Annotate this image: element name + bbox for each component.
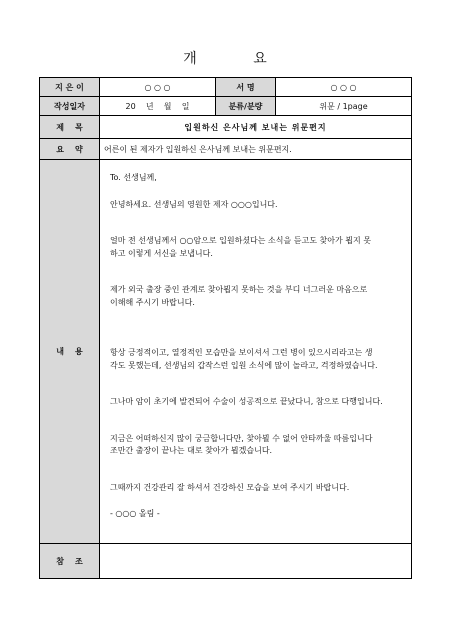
page-title: 개 요 <box>183 51 293 67</box>
letter-body <box>100 160 412 544</box>
summary-label: 요 약 <box>40 139 100 160</box>
letter-paragraph-2-line-2: 이해해 주시기 바랍니다. <box>110 297 195 307</box>
signature-label: 서 명 <box>216 78 276 97</box>
reference-value <box>100 544 412 579</box>
date-label: 작성일자 <box>40 97 100 116</box>
letter-greeting: To. 선생님께, <box>110 173 157 182</box>
overview-form <box>39 77 412 579</box>
letter-paragraph-6-line-1: 그때까지 건강관리 잘 하셔서 건강하신 모습을 보여 주시기 바랍니다. <box>110 482 350 492</box>
letter-intro: 안녕하세요. 선생님의 영원한 제자 ○○○입니다. <box>110 199 278 209</box>
subject-label: 제 목 <box>40 116 100 139</box>
letter-paragraph-1-line-2: 하고 이렇게 서신을 보냅니다. <box>110 248 213 258</box>
subject-value: 입원하신 은사님께 보내는 위문편지 <box>100 116 412 139</box>
subject-row <box>40 116 412 139</box>
signature-value: ○ ○ ○ <box>276 78 412 97</box>
letter-paragraph-5-line-2: 조만간 출장이 끝나는 대로 찾아가 뵙겠습니다. <box>110 446 273 455</box>
author-row <box>40 78 412 97</box>
letter-paragraph-3-line-1: 항상 긍정적이고, 열정적인 모습만을 보이셔서 그런 병이 있으시리라고는 생 <box>110 348 373 357</box>
date-row <box>40 97 412 116</box>
reference-row <box>40 544 412 579</box>
reference-label: 참 조 <box>40 544 100 579</box>
date-value: 20 년 월 일 <box>100 97 216 116</box>
summary-value: 어른이 된 제자가 입원하신 은사님께 보내는 위문편지. <box>100 139 412 160</box>
category-label: 분류/분량 <box>216 97 276 116</box>
letter-paragraph-4-line-1: 그나마 암이 초기에 발견되어 수술이 성공적으로 끝났다니, 참으로 다행입니다. <box>110 397 383 406</box>
category-value: 위문 / 1page <box>276 97 412 116</box>
content-row <box>40 160 412 544</box>
author-value: ○ ○ ○ <box>100 78 216 97</box>
summary-row <box>40 139 412 160</box>
author-label: 지 은 이 <box>40 78 100 97</box>
letter-paragraph-5-line-1: 지금은 어떠하신지 많이 궁금합니다만, 찾아뵐 수 없어 안타까울 따름입니다 <box>110 433 373 443</box>
letter-paragraph-2-line-1: 제가 외국 출장 중인 관계로 찾아뵙지 못하는 것을 부디 너그러운 마음으로 <box>110 285 368 294</box>
letter-closing: - ○○○ 올림 - <box>110 509 160 518</box>
content-label: 내 용 <box>40 160 100 544</box>
letter-paragraph-3-line-2: 각도 못했는데, 선생님의 갑작스런 입원 소식에 많이 놀라고, 걱정하였습니다. <box>110 360 378 370</box>
letter-paragraph-1-line-1: 얼마 전 선생님께서 ○○암으로 입원하셨다는 소식을 듣고도 찾아가 뵙지 못 <box>110 236 371 245</box>
